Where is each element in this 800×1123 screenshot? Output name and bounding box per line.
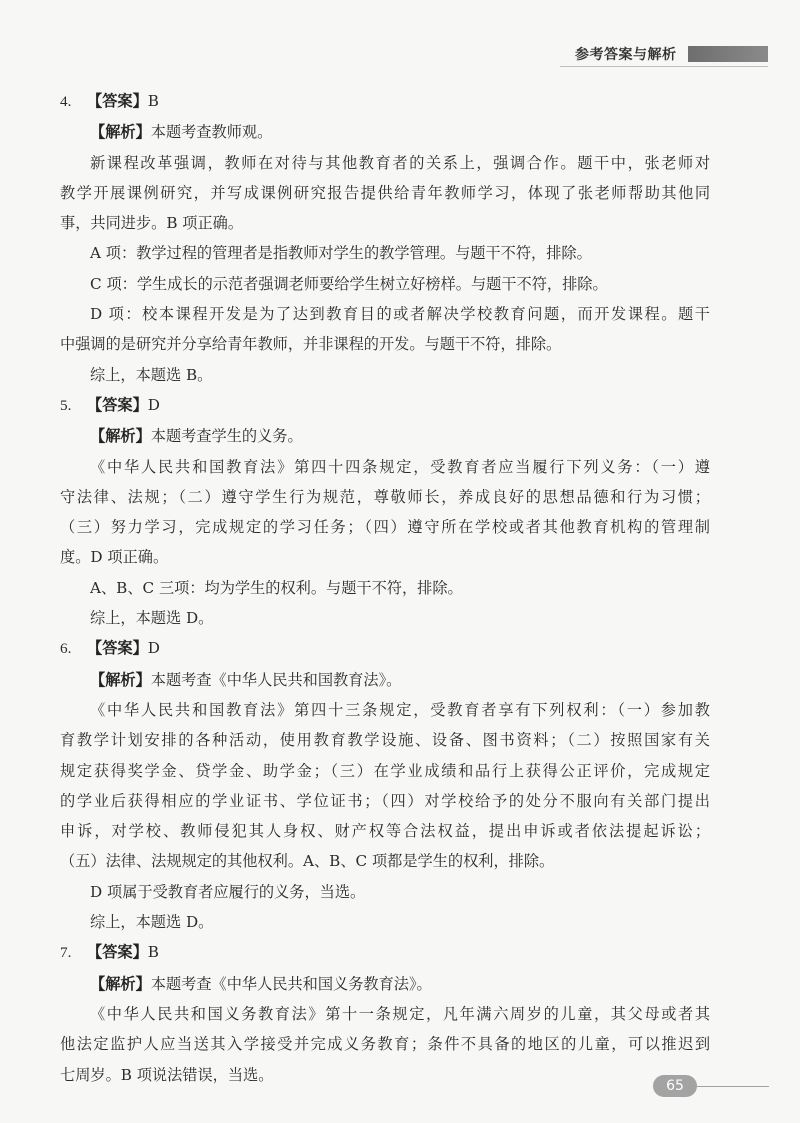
q5-summary: 综上，本题选 D。 [90, 609, 214, 628]
q5-option-abc: A、B、C 三项：均为学生的权利。与题干不符，排除。 [90, 578, 463, 597]
q4-answer-line [60, 86, 710, 117]
q5-para1-line4: 度。D 项正确。 [60, 548, 169, 567]
page-number-rule [697, 1086, 769, 1087]
q6-para1-line6: （五）法律、法规规定的其他权利。A、B、C 项都是学生的权利，排除。 [60, 852, 555, 871]
q5-number: 5. [60, 396, 72, 414]
q5-para1-line1: 《中华人民共和国教育法》第四十四条规定，受教育者应当履行下列义务：（一）遵 [90, 457, 710, 476]
q7-explanation-topic: 本题考查《中华人民共和国义务教育法》。 [150, 974, 432, 993]
q4-option-d-line1: D 项：校本课程开发是为了达到教育目的或者解决学校教育问题，而开发课程。题干 [90, 305, 710, 324]
running-header-title: 参考答案与解析 [575, 47, 677, 63]
answer-label: 【答案】 [87, 395, 148, 414]
q5-para1-line2: 守法律、法规；（二）遵守学生行为规范，尊敬师长，养成良好的思想品德和行为习惯； [60, 487, 710, 506]
page-number: 65 [653, 1075, 697, 1097]
q6-answer-value: D [147, 639, 160, 658]
q4-option-c: C 项：学生成长的示范者强调老师要给学生树立好榜样。与题干不符，排除。 [90, 274, 608, 293]
q7-answer-value: B [147, 943, 159, 962]
q5-answer-line [60, 390, 710, 421]
q6-explanation-topic: 本题考查《中华人民共和国教育法》。 [150, 670, 402, 689]
q7-number: 7. [60, 944, 72, 962]
explanation-label: 【解析】 [90, 670, 151, 689]
q6-answer-line [60, 633, 710, 664]
q7-answer-line [60, 937, 710, 968]
q4-number: 4. [60, 93, 72, 110]
answer-label: 【答案】 [87, 943, 148, 962]
q7-explanation-line [60, 969, 710, 999]
q6-para1-line4: 的学业后获得相应的学业证书、学位证书；（四）对学校给予的处分不服向有关部门提出 [60, 791, 710, 810]
q6-para1-line5: 申诉，对学校、教师侵犯其人身权、财产权等合法权益，提出申诉或者依法提起诉讼； [60, 822, 710, 841]
q5-answer-value: D [147, 395, 160, 414]
explanation-label: 【解析】 [90, 974, 151, 993]
q6-summary: 综上，本题选 D。 [90, 913, 214, 932]
q6-para1-line2: 育教学计划安排的各种活动，使用教育教学设施、设备、图书资料；（二）按照国家有关 [60, 731, 710, 750]
q4-para1-line3: 事，共同进步。B 项正确。 [60, 214, 244, 233]
q6-option-d: D 项属于受教育者应履行的义务，当选。 [90, 882, 366, 901]
q5-para1-line3: （三）努力学习，完成规定的学习任务；（四）遵守所在学校或者其他教育机构的管理制 [60, 518, 710, 537]
answer-label: 【答案】 [87, 92, 148, 110]
q5-explanation-topic: 本题考查学生的义务。 [150, 427, 303, 446]
q5-explanation-line [60, 421, 710, 451]
q7-para1-line2: 他法定监护人应当送其入学接受并完成义务教育；条件不具备的地区的儿童，可以推迟到 [60, 1035, 710, 1054]
answer-label: 【答案】 [87, 639, 148, 658]
q7-para1-line1: 《中华人民共和国义务教育法》第十一条规定，凡年满六周岁的儿童，其父母或者其 [90, 1004, 710, 1023]
q4-para1-line2: 教学开展课例研究，并写成课例研究报告提供给青年教师学习，体现了张老师帮助其他同 [60, 183, 710, 202]
q6-number: 6. [60, 640, 72, 658]
q6-para1-line1: 《中华人民共和国教育法》第四十三条规定，受教育者享有下列权利：（一）参加教 [90, 700, 710, 719]
q4-option-a: A 项：教学过程的管理者是指教师对学生的教学管理。与题干不符，排除。 [90, 244, 592, 263]
answer-content [60, 86, 710, 1090]
header-rule [560, 66, 768, 67]
q6-explanation-line [60, 665, 710, 695]
q6-para1-line3: 规定获得奖学金、贷学金、助学金；（三）在学业成绩和品行上获得公正评价，完成规定 [60, 761, 710, 780]
q4-answer-value: B [147, 92, 159, 110]
q4-option-d-line2: 中强调的是研究并分享给青年教师，并非课程的开发。与题干不符，排除。 [60, 335, 562, 354]
q7-para1-line3: 七周岁。B 项说法错误，当选。 [60, 1065, 274, 1084]
explanation-label: 【解析】 [90, 123, 151, 142]
q4-explanation-line [60, 117, 710, 147]
q4-explanation-topic: 本题考查教师观。 [150, 123, 273, 142]
q4-summary: 综上，本题选 B。 [90, 365, 213, 384]
q4-para1-line1: 新课程改革强调，教师在对待与其他教育者的关系上，强调合作。题干中，张老师对 [90, 153, 710, 172]
header-decor-bar [688, 46, 768, 62]
explanation-label: 【解析】 [90, 427, 151, 446]
